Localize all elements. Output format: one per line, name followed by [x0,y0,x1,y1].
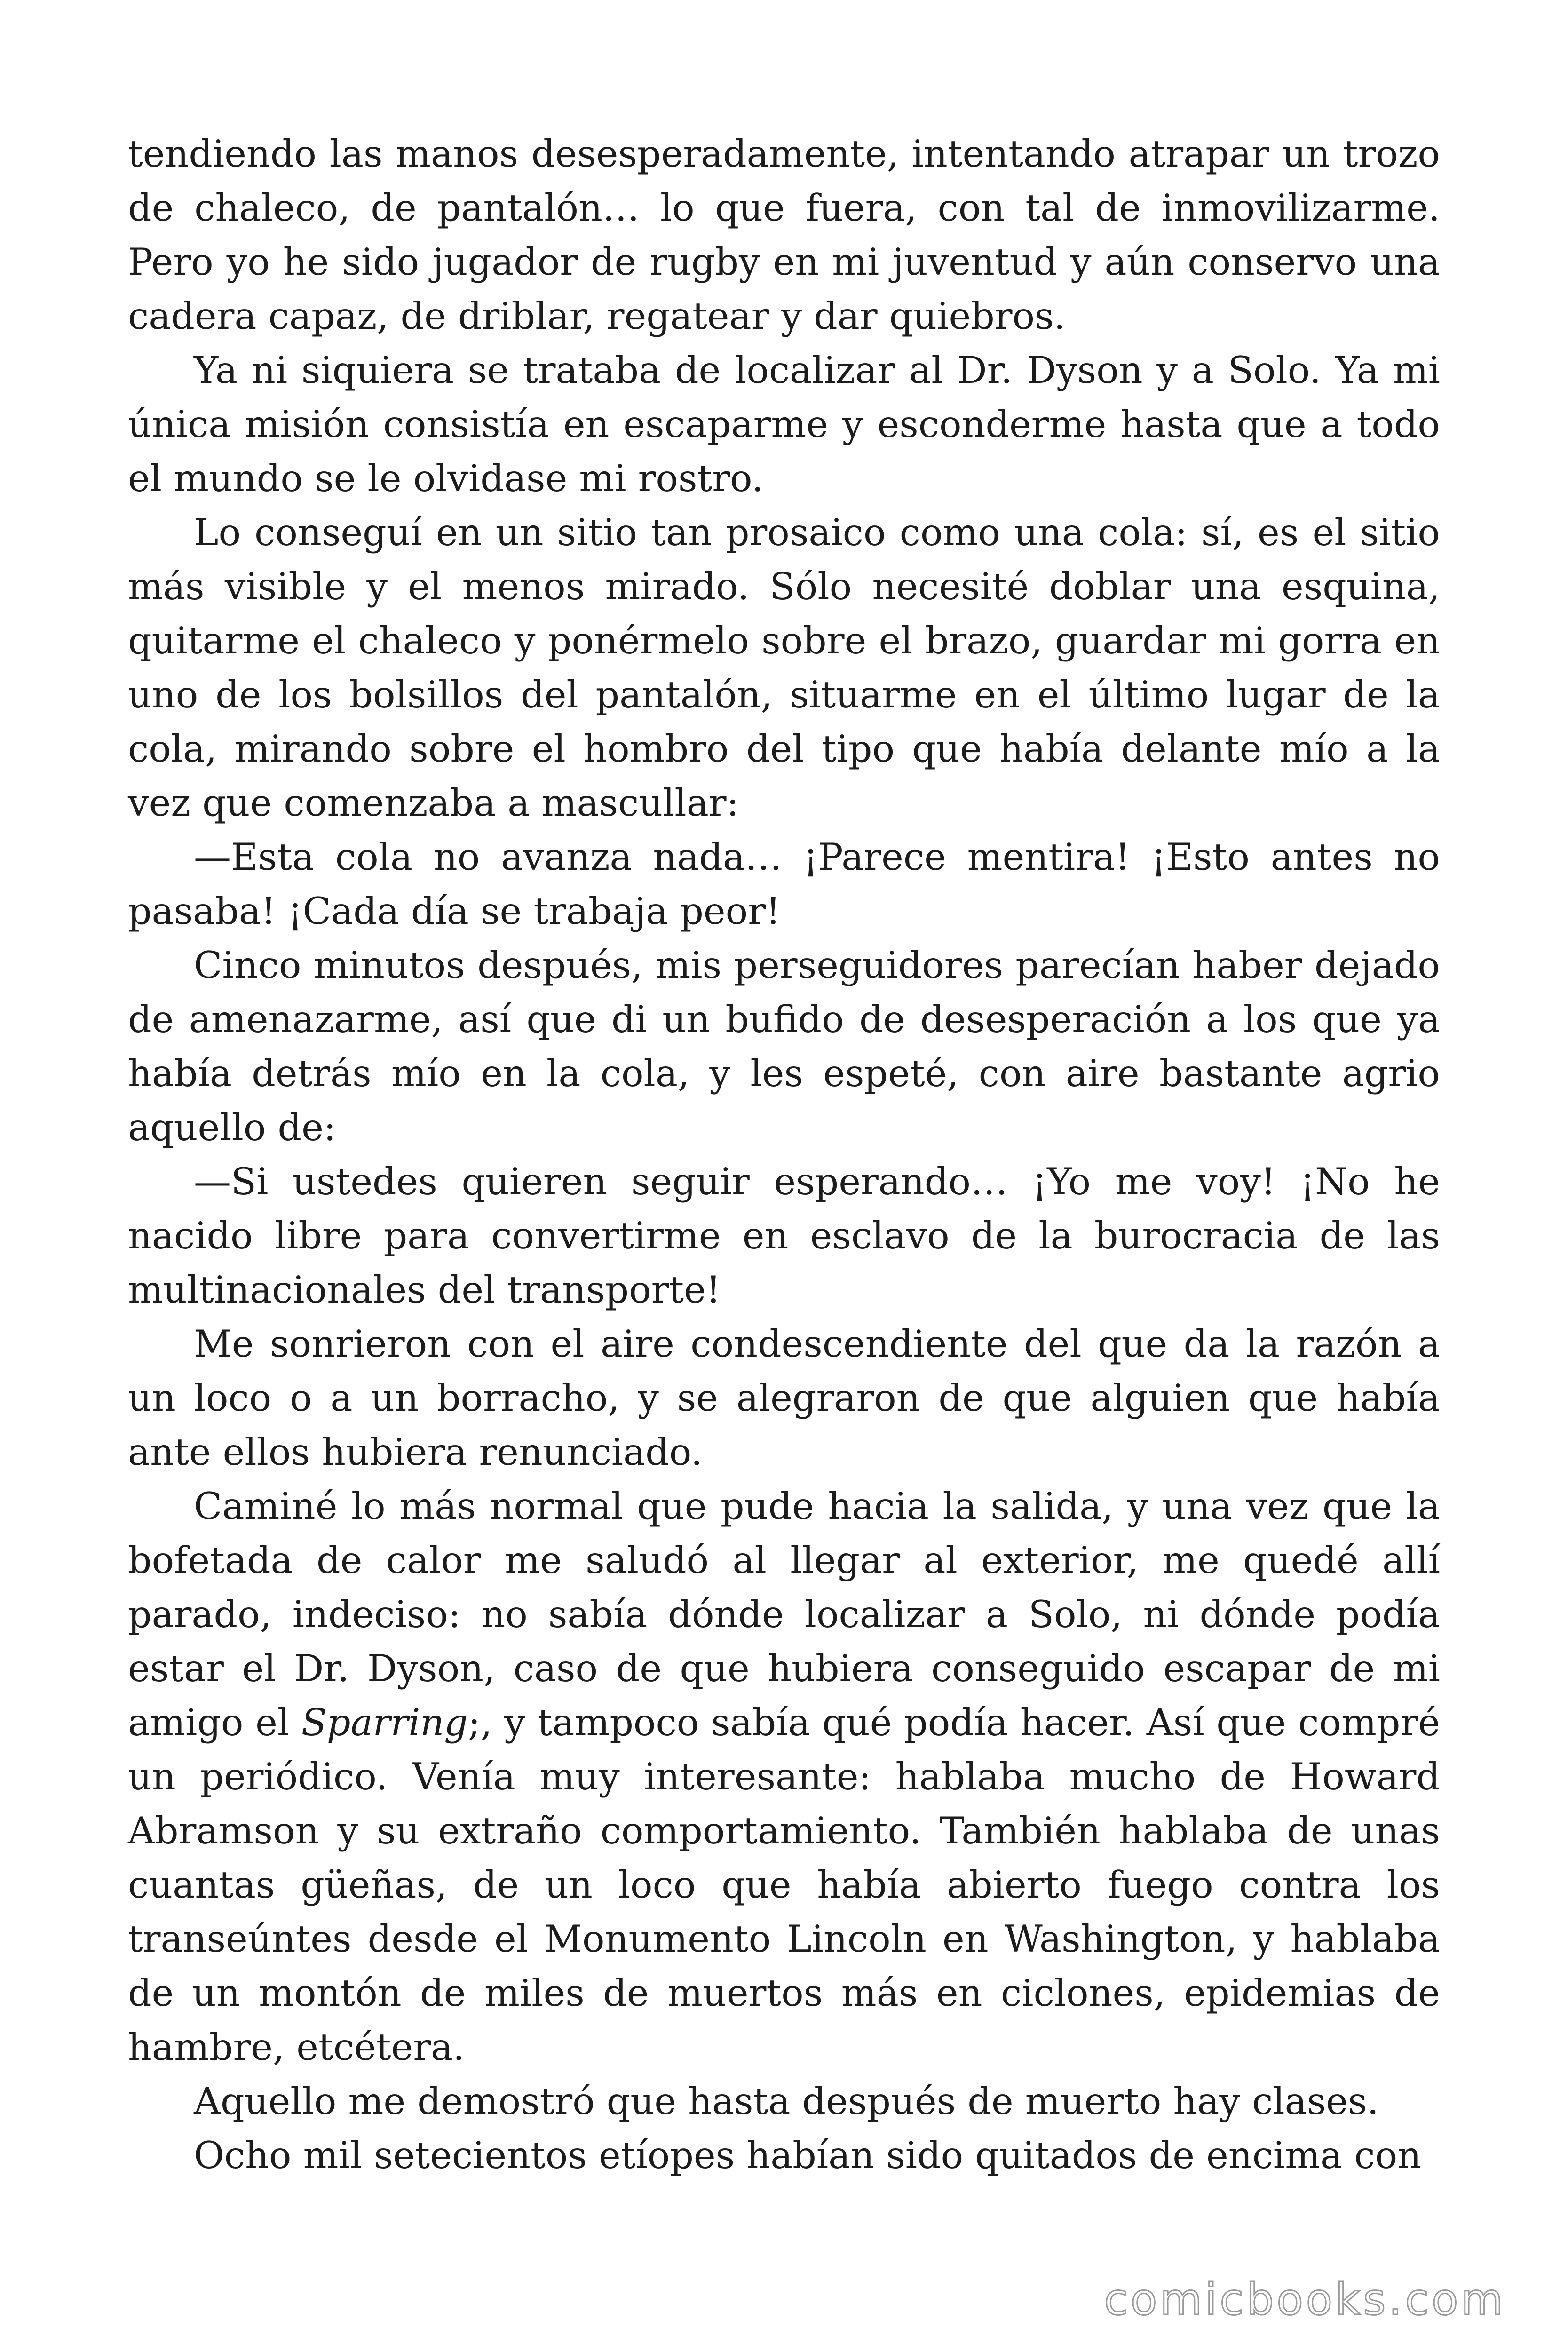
paragraph [128,343,1440,506]
italic-term: Sparring [301,1701,468,1744]
body-text [128,127,1440,2183]
paragraph-text: —Esta cola no avanza nada… ¡Parece mentira! ¡Esto antes no pasaba! ¡Cada día se trabaja peor! [128,835,1440,933]
dialogue-paragraph [128,830,1440,938]
paragraph [128,1479,1440,2074]
paragraph-text: Lo conseguí en un sitio tan prosaico como una cola: sí, es el sitio más visible y el menos mirado. Sólo necesité doblar una esquina, quitarme el chaleco y ponérmelo sobre el brazo, guardar mi gorra en uno de los bolsillos del pantalón, situarme en el último lugar de la cola, mirando sobre el hombro del tipo que había delante mío a la vez que comenzaba a mascullar: [128,511,1440,825]
watermark: comicbooks.com [1104,2274,1506,2325]
paragraph [128,127,1440,343]
paragraph-text: Cinco minutos después, mis perseguidores parecían haber dejado de amenazarme, así que di un bufido de desesperación a los que ya había detrás mío en la cola, y les espeté, con aire bastante agrio aquello de: [128,944,1440,1149]
paragraph-text: tendiendo las manos desesperadamente, intentando atrapar un trozo de chaleco, de pantalón… lo que fuera, con tal de inmovilizarme. Pero yo he sido jugador de rugby en mi juventud y aún conservo una cadera capaz, de driblar, regatear y dar quiebros. [128,132,1440,338]
paragraph-text: Ya ni siquiera se trataba de localizar al Dr. Dyson y a Solo. Ya mi única misión consistía en escaparme y esconderme hasta que a todo el mundo se le olvidase mi rostro. [128,349,1440,500]
dialogue-paragraph [128,1155,1440,1317]
paragraph [128,1317,1440,1479]
paragraph-text: ;, y tampoco sabía qué podía hacer. Así que compré un periódico. Venía muy interesante: hablaba mucho de Howard Abramson y su extraño comportamiento. También hablaba de unas cuantas güeñas, de un loco que había abierto fuego contra los transeúntes desde el Monumento Lincoln en Washington, y hablaba de un montón de miles de muertos más en ciclones, epidemias de hambre, etcétera. [128,1701,1440,2069]
paragraph-text: —Si ustedes quieren seguir esperando… ¡Yo me voy! ¡No he nacido libre para convertirme en esclavo de la burocracia de las multinacionales del transporte! [128,1160,1440,1311]
paragraph-text: Caminé lo más normal que pude hacia la salida, y una vez que la bofetada de calor me saludó al llegar al exterior, me quedé allí parado, indeciso: no sabía dónde localizar a Solo, ni dónde podía estar el Dr. Dyson, caso de que hubiera conseguido escapar de mi amigo el [128,1485,1440,1744]
paragraph-text: Aquello me demostró que hasta después de muerto hay clases. [194,2080,1379,2123]
paragraph-text: Ocho mil setecientos etíopes habían sido quitados de encima con [194,2134,1422,2177]
paragraph [128,938,1440,1155]
paragraph [128,506,1440,830]
paragraph-text: Me sonrieron con el aire condescendiente del que da la razón a un loco o a un borracho, y se alegraron de que alguien que había ante ellos hubiera renunciado. [128,1322,1440,1474]
paragraph [128,2074,1440,2129]
paragraph [128,2129,1440,2183]
